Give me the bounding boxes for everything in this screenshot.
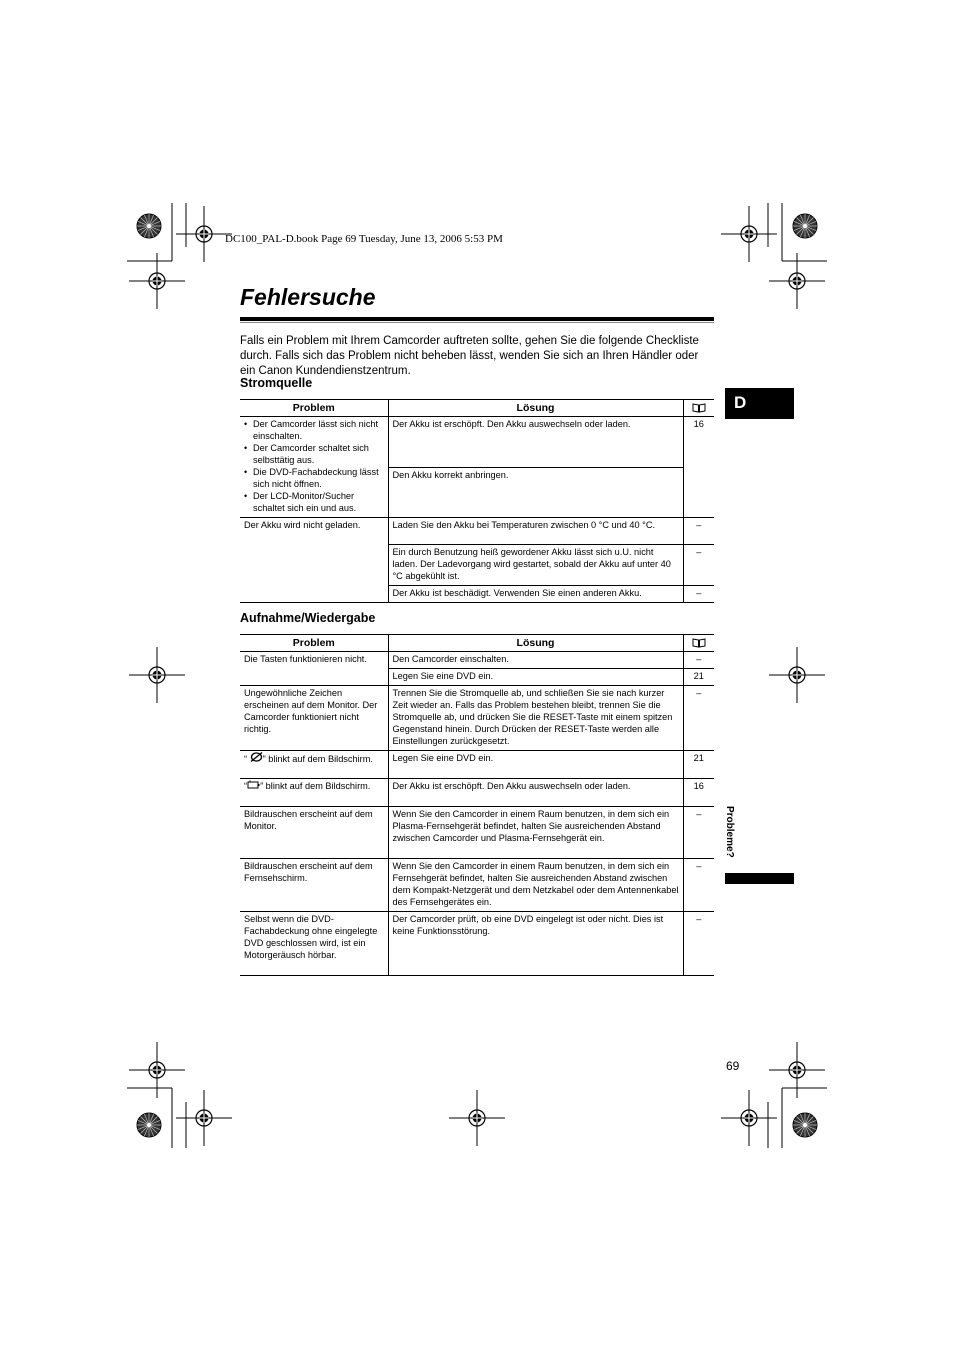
problem-cell [240,417,388,518]
solution-cell: Wenn Sie den Camcorder in einem Raum benutzen, in dem sich ein Fernsehgerät befindet, halten Sie ausreichenden Abstand zwischen dem Kompakt-Netzgerät und dem Netzkabel oder dem Antennenkabel des Fernsehgerätes ein. [388,859,683,912]
table-aufnahme-wiedergabe [240,634,714,976]
reference-cell: – [683,859,714,912]
section-heading-stromquelle: Stromquelle [240,376,313,390]
problem-cell: Die Tasten funktionieren nicht. [240,652,388,686]
problem-cell: Selbst wenn die DVD-Fachabdeckung ohne eingelegte DVD geschlossen wird, ist ein Motorgeräusch hörbar. [240,912,388,976]
problem-cell [240,779,388,807]
reference-cell: 21 [683,751,714,779]
problem-cell: Bildrauschen erscheint auf dem Monitor. [240,807,388,859]
section-heading-aufnahme: Aufnahme/Wiedergabe [240,611,376,625]
solution-cell: Trennen Sie die Stromquelle ab, und schließen Sie sie nach kurzer Zeit wieder an. Falls das Problem bestehen bleibt, trennen Sie die Stromquelle ab, und drücken Sie die RESET-Taste mit einem spitzen Gegenstand hinein. Durch Drücken der RESET-Taste werden alle Einstellungen zurückgesetzt. [388,686,683,751]
column-header-solution: Lösung [388,400,683,417]
print-header-line: DC100_PAL-D.book Page 69 Tuesday, June 13, 2006 5:53 PM [225,233,503,245]
table-row [240,859,714,912]
reference-cell: – [683,912,714,976]
solution-cell: Der Akku ist erschöpft. Den Akku auswechseln oder laden. [388,779,683,807]
disc-slash-icon [250,752,263,762]
reference-cell: – [683,586,714,603]
table-row [240,686,714,751]
problem-cell [240,751,388,779]
list-item: • Die DVD-Fachabdeckung lässt sich nicht öffnen. [244,466,384,490]
reference-cell: – [683,545,714,586]
column-header-problem: Problem [240,635,388,652]
page-number: 69 [726,1059,740,1073]
language-tab-letter: D [734,393,747,412]
language-tab [725,388,794,419]
list-item: • Der LCD-Monitor/Sucher schaltet sich ein und aus. [244,490,384,514]
solution-cell: Laden Sie den Akku bei Temperaturen zwischen 0 °C und 40 °C. [388,518,683,545]
list-item: • Der Camcorder lässt sich nicht einschalten. [244,418,384,442]
problem-cell: Bildrauschen erscheint auf dem Fernsehschirm. [240,859,388,912]
quote-open: “ [244,754,248,764]
column-header-solution: Lösung [388,635,683,652]
reference-cell: 16 [683,779,714,807]
reference-cell: – [683,652,714,669]
intro-paragraph: Falls ein Problem mit Ihrem Camcorder auftreten sollte, gehen Sie die folgende Checkliste durch. Falls sich das Problem nicht beheben lässt, wenden Sie sich an Ihren Händler oder ein Canon Kundendienstzentrum. [240,334,699,377]
solution-cell: Der Camcorder prüft, ob eine DVD eingelegt ist oder nicht. Dies ist keine Funktionsstörung. [388,912,683,976]
reference-cell: 16 [683,417,714,518]
table-header-row [240,400,714,417]
table-row [240,912,714,976]
solution-cell: Legen Sie eine DVD ein. [388,669,683,686]
table-row [240,417,714,468]
reference-cell: – [683,686,714,751]
column-header-reference [683,400,714,417]
book-icon [692,403,706,413]
solution-cell: Den Camcorder einschalten. [388,652,683,669]
reference-cell: – [683,807,714,859]
reference-cell: 21 [683,669,714,686]
table-row [240,518,714,545]
problem-cell: Der Akku wird nicht geladen. [240,518,388,603]
solution-cell: Den Akku korrekt anbringen. [388,467,683,518]
problem-text: ” blinkt auf dem Bildschirm. [262,754,373,764]
column-header-problem: Problem [240,400,388,417]
table-stromquelle [240,399,714,603]
column-header-reference [683,635,714,652]
table-header-row [240,635,714,652]
side-section-label: Probleme? [724,806,735,858]
title-rule [240,317,714,321]
solution-cell: Der Akku ist erschöpft. Den Akku auswechseln oder laden. [388,417,683,468]
title-rule-shadow [240,322,714,323]
solution-cell: Ein durch Benutzung heiß gewordener Akku lässt sich u.U. nicht laden. Der Ladevorgang wird gestartet, sobald der Akku auf unter 40 °C abgekühlt ist. [388,545,683,586]
solution-cell: Der Akku ist beschädigt. Verwenden Sie einen anderen Akku. [388,586,683,603]
side-tab-bar [725,873,794,884]
page-title: Fehlersuche [240,284,376,310]
book-icon [692,638,706,648]
table-row [240,751,714,779]
problem-cell: Ungewöhnliche Zeichen erscheinen auf dem Monitor. Der Camcorder funktioniert nicht richtig. [240,686,388,751]
table-row [240,779,714,807]
reference-cell: – [683,518,714,545]
battery-icon [247,780,260,789]
problem-text: ” blinkt auf dem Bildschirm. [260,781,371,791]
solution-cell: Legen Sie eine DVD ein. [388,751,683,779]
table-row [240,807,714,859]
solution-cell: Wenn Sie den Camcorder in einem Raum benutzen, in dem sich ein Plasma-Fernsehgerät befindet, halten Sie ausreichenden Abstand zwischen Camcorder und Plasma-Fernsehgerät ein. [388,807,683,859]
quote-open: “ [244,781,248,791]
list-item: • Der Camcorder schaltet sich selbsttätig aus. [244,442,384,466]
table-row [240,652,714,669]
